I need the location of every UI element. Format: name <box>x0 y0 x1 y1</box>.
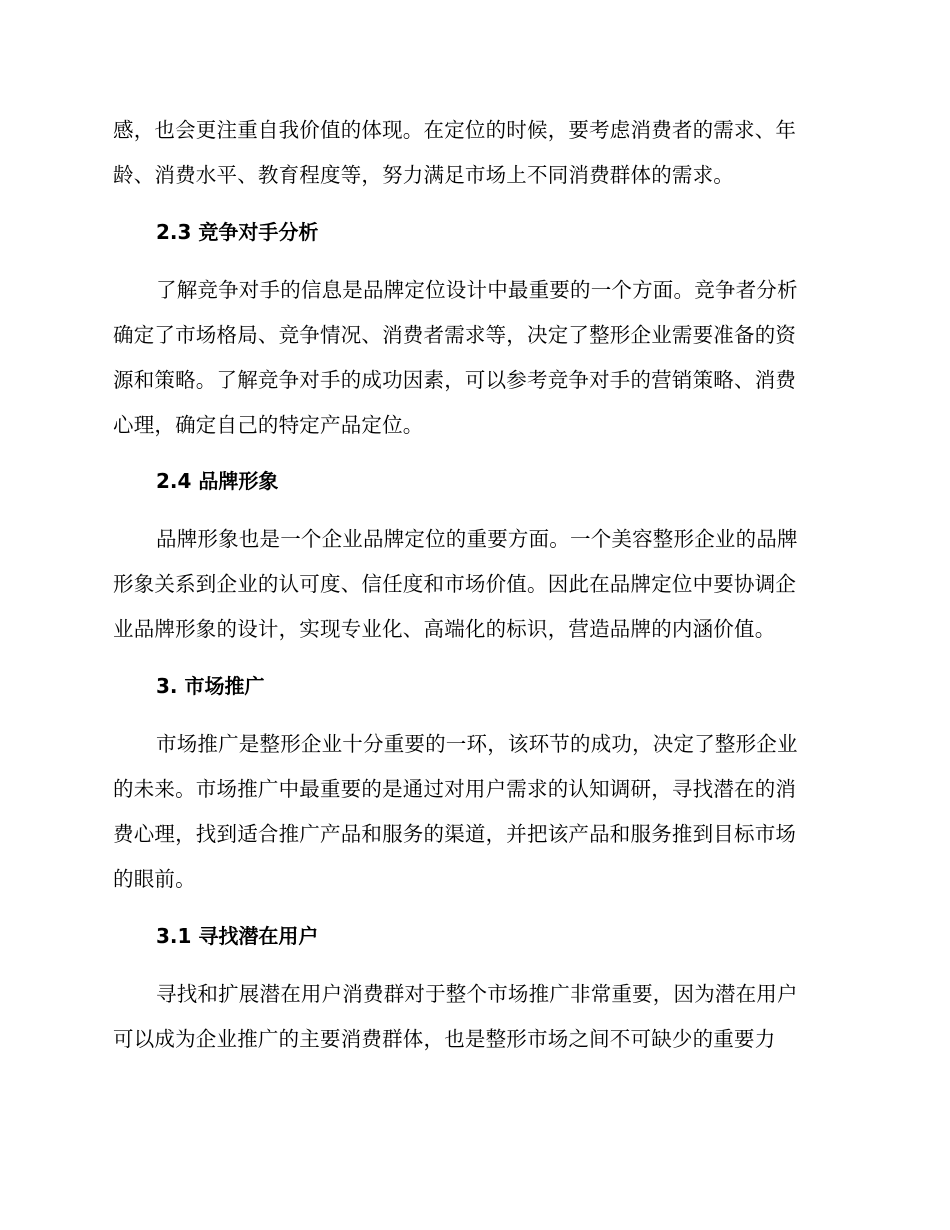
paragraph-line: 品牌形象也是一个企业品牌定位的重要方面。一个美容整形企业的品牌 <box>156 527 798 551</box>
paragraph-line: 寻找和扩展潜在用户消费群对于整个市场推广非常重要，因为潜在用户 <box>156 982 798 1006</box>
section-heading-2-3: 2.3 竞争对手分析 <box>156 220 319 244</box>
paragraph-line: 业品牌形象的设计，实现专业化、高端化的标识，营造品牌的内涵价值。 <box>113 617 776 641</box>
paragraph-line: 形象关系到企业的认可度、信任度和市场价值。因此在品牌定位中要协调企 <box>113 572 797 596</box>
paragraph-line: 龄、消费水平、教育程度等，努力满足市场上不同消费群体的需求。 <box>113 163 734 187</box>
paragraph-line: 源和策略。了解竞争对手的成功因素，可以参考竞争对手的营销策略、消费 <box>113 368 797 392</box>
paragraph-line: 的眼前。 <box>113 867 196 891</box>
paragraph-line: 可以成为企业推广的主要消费群体，也是整形市场之间不可缺少的重要力 <box>113 1027 776 1051</box>
paragraph-line: 感，也会更注重自我价值的体现。在定位的时候，要考虑消费者的需求、年 <box>113 118 797 142</box>
section-heading-3-1: 3.1 寻找潜在用户 <box>156 924 319 948</box>
section-heading-2-4: 2.4 品牌形象 <box>156 469 279 493</box>
paragraph-line: 市场推广是整形企业十分重要的一环，该环节的成功，决定了整形企业 <box>156 732 798 756</box>
paragraph-line: 确定了市场格局、竞争情况、消费者需求等，决定了整形企业需要准备的资 <box>113 323 797 347</box>
paragraph-line: 了解竞争对手的信息是品牌定位设计中最重要的一个方面。竞争者分析 <box>156 278 798 302</box>
section-heading-3: 3. 市场推广 <box>156 674 265 698</box>
paragraph-line: 的未来。市场推广中最重要的是通过对用户需求的认知调研，寻找潜在的消 <box>113 777 797 801</box>
paragraph-line: 费心理，找到适合推广产品和服务的渠道，并把该产品和服务推到目标市场 <box>113 822 797 846</box>
paragraph-line: 心理，确定自己的特定产品定位。 <box>113 413 424 437</box>
